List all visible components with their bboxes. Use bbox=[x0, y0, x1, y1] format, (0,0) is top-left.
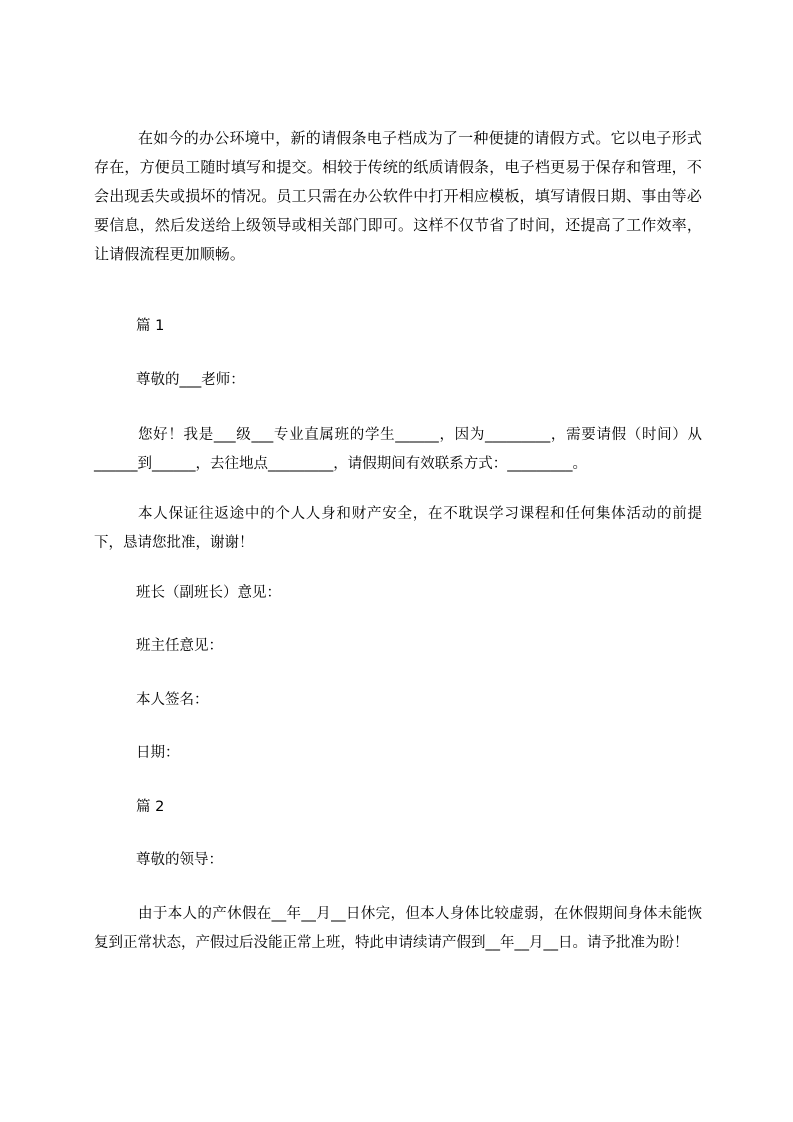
section-1-body-2: 本人保证往返途中的个人人身和财产安全，在不耽误学习课程和任何集体活动的前提下，恳请您批准，谢谢！ bbox=[94, 506, 702, 551]
section-1-salutation: 尊敬的___老师： bbox=[136, 372, 245, 388]
intro-paragraph: 在如今的办公环境中，新的请假条电子档成为了一种便捷的请假方式。它以电子形式存在，方便员工随时填写和提交。相较于传统的纸质请假条，电子档更易于保存和管理，不会出现丢失或损坏的情况。员工只需在办公软件中打开相应模板，填写请假日期、事由等必要信息，然后发送给上级领导或相关部门即可。这样不仅节省了时间，还提高了工作效率，让请假流程更加顺畅。 bbox=[94, 129, 702, 263]
section-2-salutation: 尊敬的领导： bbox=[136, 852, 223, 868]
head-teacher-opinion-label: 班主任意见： bbox=[136, 638, 223, 654]
section-1-heading: 篇 1 bbox=[136, 318, 165, 334]
section-2-body-1: 由于本人的产休假在__年__月__日休完，但本人身体比较虚弱，在休假期间身体未能恢复到正常状态，产假过后没能正常上班，特此申请续请产假到__年__月__日。请予批准为盼！ bbox=[94, 906, 702, 951]
section-2-heading: 篇 2 bbox=[136, 799, 165, 815]
monitor-opinion-label: 班长（副班长）意见： bbox=[136, 585, 281, 601]
date-label: 日期： bbox=[136, 745, 180, 761]
signature-label: 本人签名： bbox=[136, 692, 209, 708]
section-1-body-1: 您好！我是___级___专业直属班的学生______，因为_________，需要请假（时间）从______到______，去往地点_________，请假期间有效联系方式：_________。 bbox=[94, 427, 702, 472]
